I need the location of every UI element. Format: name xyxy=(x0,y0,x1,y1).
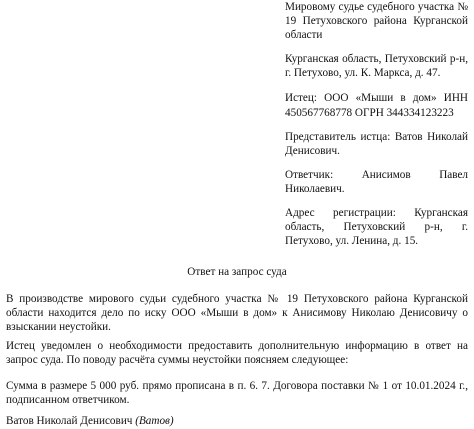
body-paragraph-3 xyxy=(6,379,468,407)
paragraph-text: Истец уведомлен о необходимости предоставить дополнительную информацию в ответ на запрос суда. По поводу расчёта суммы неустойки поясняем следующее: xyxy=(6,340,468,367)
signature-name: Ватов Николай Денисович xyxy=(6,415,133,427)
representative-info: Представитель истца: Ватов Николай Денисович. xyxy=(285,130,468,157)
defendant-info: Ответчик: Анисимов Павел Николаевич. xyxy=(285,168,468,195)
addressee: Мировому судье судебного участка № 19 Петуховского района Курганской области xyxy=(285,1,468,42)
body-paragraph-2 xyxy=(6,339,468,367)
court-address: Курганская область, Петуховский р-н, г. Петухово, ул. К. Маркса, д. 47. xyxy=(285,53,468,80)
document-title: Ответ на запрос суда xyxy=(187,266,287,278)
body-paragraph-1 xyxy=(6,292,468,334)
handwritten-signature: (Ватов) xyxy=(135,415,174,427)
defendant-address: Адрес регистрации: Курганская область, Петуховский р-н, г. Петухово, ул. Ленина, д. 15. xyxy=(285,207,468,248)
signature-line xyxy=(6,414,468,428)
document-header xyxy=(285,0,468,258)
paragraph-text: В производстве мирового судьи судебного участка № 19 Петуховского района Курганской области находится дело по иску ООО «Мыши в дом» к Анисимову Николаю Денисовичу о взыскании неустойки. xyxy=(6,293,468,334)
paragraph-text: Сумма в размере 5 000 руб. прямо прописана в п. 6. 7. Договора поставки № 1 от 10.01.2024 г., подписанном ответчиком. xyxy=(6,380,468,407)
plaintiff-info: Истец: ООО «Мыши в дом» ИНН 450567768778 ОГРН 344334123223 xyxy=(285,92,468,119)
